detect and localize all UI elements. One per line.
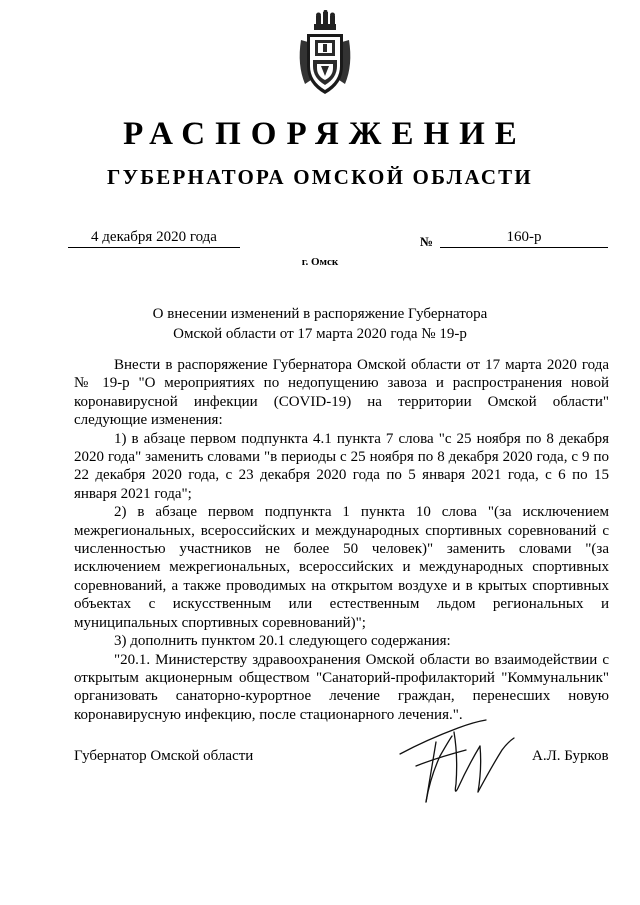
document-number: 160-р <box>440 228 608 248</box>
body-paragraph: Внести в распоряжение Губернатора Омской области от 17 марта 2020 года № 19-р "О мероприятиях по недопущению завоза и распространения новой коронавирусной инфекции (COVID-19) на территории Омской области" следующие изменения: <box>74 357 609 429</box>
signatory-name: А.Л. Бурков <box>532 748 609 764</box>
document-body <box>74 356 609 724</box>
body-paragraph: 1) в абзаце первом подпункта 4.1 пункта 7 слова "с 25 ноября по 8 декабря 2020 года" заменить словами "в периоды с 25 ноября по 8 декабря 2020 года, с 9 по 22 декабря 2020 года, с 23 декабря 2020 года по 5 января 2021 года, с 6 по 15 января 2021 года"; <box>74 430 609 502</box>
document-title: РАСПОРЯЖЕНИЕ <box>123 116 527 152</box>
subject-line-1: О внесении изменений в распоряжение Губернатора <box>152 306 488 322</box>
subject-line-2: Омской области от 17 марта 2020 года № 19-р <box>173 326 467 342</box>
body-paragraph: 2) в абзаце первом подпункта 1 пункта 10 слова "(за исключением межрегиональных, всероссийских и международных спортивных соревнований с численностью участников не более 50 человек)" заменить словами "(за исключением межрегиональных, всероссийских и международных спортивных соревнований, а также проводимых на открытом воздухе и в крытых спортивных объектах с искусственным или естественным льдом региональных и муниципальных спортивных соревнований)"; <box>74 504 609 631</box>
document-subject <box>0 304 640 344</box>
signatory-role: Губернатор Омской области <box>74 748 254 764</box>
body-paragraph: 3) дополнить пунктом 20.1 следующего содержания: <box>114 633 451 650</box>
body-paragraph: "20.1. Министерству здравоохранения Омской области во взаимодействии с открытым акционерным обществом "Санаторий-профилакторий "Коммунальник" организовать санаторно-курортное лечение граждан, перенесших новую коронавирусную инфекцию, после стационарного лечения.". <box>74 651 609 723</box>
document-city: г. Омск <box>301 256 339 268</box>
coat-of-arms-emblem <box>295 10 355 98</box>
document-date: 4 декабря 2020 года <box>68 228 240 248</box>
document-subtitle: ГУБЕРНАТОРА ОМСКОЙ ОБЛАСТИ <box>107 165 533 189</box>
number-label: № <box>420 234 434 249</box>
handwritten-signature <box>396 706 526 806</box>
